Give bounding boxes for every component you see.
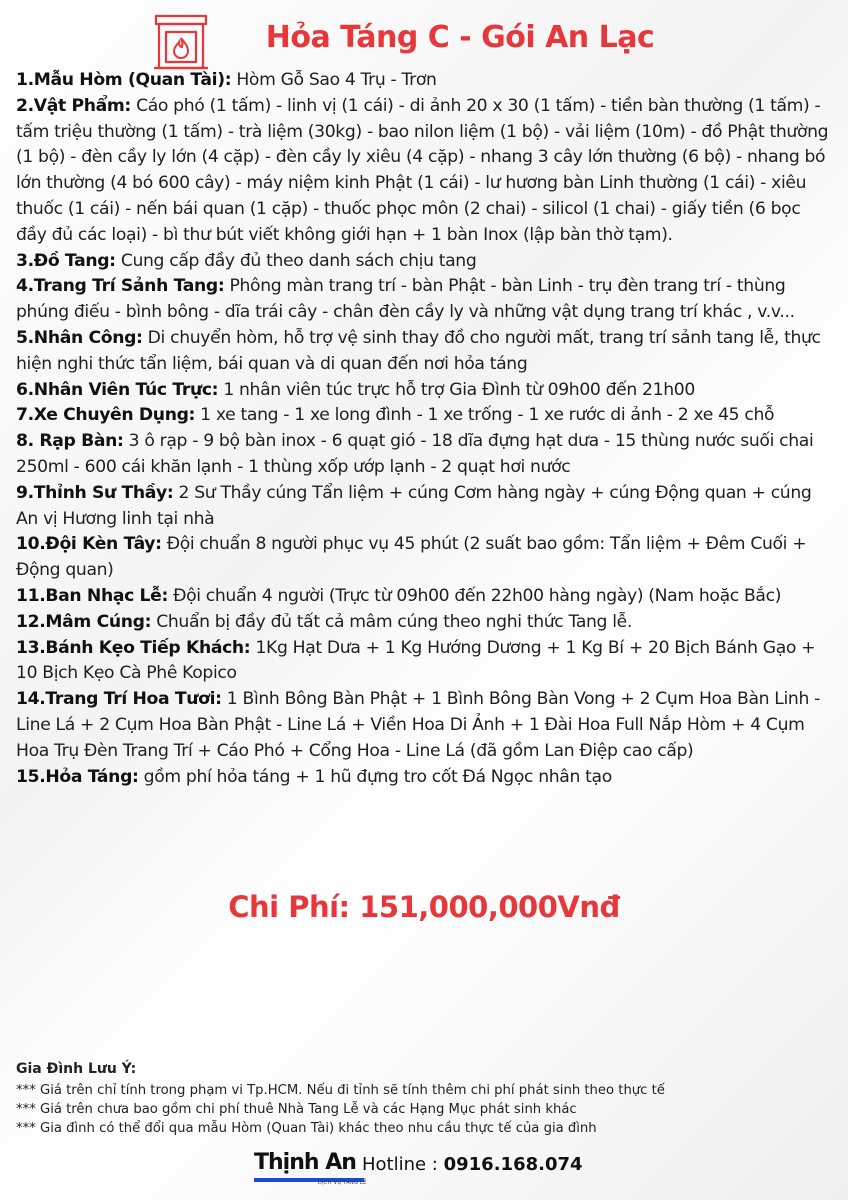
- notes-title: Gia Đình Lưu Ý:: [16, 1061, 137, 1077]
- item-tents-tables: [16, 429, 832, 481]
- item-label: 10.Đội Kèn Tây:: [16, 534, 162, 555]
- item-text: 1 xe tang - 1 xe long đình - 1 xe trống - 1 xe rước di ảnh - 2 xe 45 chỗ: [195, 405, 775, 426]
- hotline-number[interactable]: 0916.168.074: [443, 1154, 583, 1175]
- item-text: Chuẩn bị đầy đủ tất cả mâm cúng theo nghi thức Tang lễ.: [151, 611, 632, 632]
- item-text: 1Kg Hạt Dưa + 1 Kg Hướng Dương + 1 Kg Bí + 20 Bịch Bánh Gạo + 10 Bịch Kẹo Cà Phê Kopico: [16, 637, 816, 684]
- item-label: 9.Thỉnh Sư Thầy:: [16, 482, 174, 503]
- item-ritual-music: [16, 584, 832, 610]
- item-label: 13.Bánh Kẹo Tiếp Khách:: [16, 637, 251, 658]
- item-text: Hòm Gỗ Sao 4 Trụ - Trơn: [231, 70, 437, 90]
- item-label: 1.Mẫu Hòm (Quan Tài):: [16, 70, 232, 90]
- note-line: *** Giá trên chưa bao gồm chi phí thuê Nhà Tang Lễ và các Hạng Mục phát sinh khác: [16, 1102, 577, 1117]
- item-offerings: [16, 610, 832, 636]
- item-text: gồm phí hỏa táng + 1 hũ đựng tro cốt Đá Ngọc nhân tạo: [138, 766, 612, 787]
- item-text: Cung cấp đầy đủ theo danh sách chịu tang: [115, 250, 477, 271]
- item-label: 2.Vật Phẩm:: [16, 95, 131, 116]
- family-notes: [16, 1060, 832, 1138]
- item-monks: [16, 481, 832, 533]
- item-vehicles: [16, 403, 832, 429]
- item-text: Di chuyển hòm, hỗ trợ vệ sinh thay đồ cho người mất, trang trí sảnh tang lễ, thực hiện nghi thức tẩn liệm, bái quan và di quan đến nơi hỏa táng: [16, 327, 821, 374]
- cremation-oven-icon: [150, 14, 212, 70]
- page-title: Hỏa Táng C - Gói An Lạc: [265, 20, 655, 55]
- item-label: 15.Hỏa Táng:: [16, 766, 139, 787]
- item-labor: [16, 326, 832, 378]
- item-coffin: [16, 68, 832, 94]
- item-brass-band: [16, 532, 832, 584]
- footer: [0, 1146, 848, 1190]
- item-text: Đội chuẩn 8 người phục vụ 45 phút (2 suất bao gồm: Tẩn liệm + Đêm Cuối + Động quan): [16, 534, 807, 581]
- brand-logo: Thịnh An: [254, 1150, 356, 1175]
- note-line: *** Giá trên chỉ tính trong phạm vi Tp.HCM. Nếu đi tỉnh sẽ tính thêm chi phí phát sinh theo thực tế: [16, 1083, 665, 1098]
- item-hall-decoration: [16, 274, 832, 326]
- item-label: 4.Trang Trí Sảnh Tang:: [16, 276, 225, 297]
- package-price: Chi Phí: 151,000,000Vnđ: [228, 890, 620, 924]
- item-text: Phông màn trang trí - bàn Phật - bàn Linh - trụ đèn trang trí - thùng phúng điếu - bình bông - dĩa trái cây - chân đèn cầy ly và những vật dụng trang trí khác , v.v...: [16, 276, 795, 323]
- header: [0, 8, 848, 70]
- item-label: 6.Nhân Viên Túc Trực:: [16, 379, 219, 400]
- item-text: 3 ô rạp - 9 bộ bàn inox - 6 quạt gió - 18 dĩa đựng hạt dưa - 15 thùng nước suối chai 250ml - 600 cái khăn lạnh - 1 thùng xốp ướp lạnh - 2 quạt hơi nước: [16, 431, 814, 477]
- hotline-label: Hotline :: [362, 1154, 444, 1175]
- hotline: [362, 1154, 583, 1175]
- item-label: 11.Ban Nhạc Lễ:: [16, 585, 168, 606]
- item-staff-on-duty: [16, 378, 832, 404]
- item-text: 1 nhân viên túc trực hỗ trợ Gia Đình từ 09h00 đến 21h00: [218, 379, 695, 400]
- item-text: Đội chuẩn 4 người (Trực từ 09h00 đến 22h00 hàng ngày) (Nam hoặc Bắc): [168, 585, 782, 606]
- item-label: 7.Xe Chuyên Dụng:: [16, 405, 196, 426]
- item-text: 2 Sư Thầy cúng Tẩn liệm + cúng Cơm hàng ngày + cúng Động quan + cúng An vị Hương linh tại nhà: [16, 482, 812, 529]
- item-label: 12.Mâm Cúng:: [16, 611, 152, 632]
- item-fresh-flowers: [16, 687, 832, 764]
- item-text: 1 Bình Bông Bàn Phật + 1 Bình Bông Bàn Vong + 2 Cụm Hoa Bàn Linh - Line Lá + 2 Cụm Hoa Bàn Phật - Line Lá + Viền Hoa Di Ảnh + 1 Đài Hoa Full Nắp Hòm + 4 Cụm Hoa Trụ Đèn Trang Trí + Cáo Phó + Cổng Hoa - Line Lá (đã gồm Lan Điệp cao cấp): [16, 689, 820, 761]
- item-label: 14.Trang Trí Hoa Tươi:: [16, 689, 222, 710]
- item-label: 5.Nhân Công:: [16, 327, 143, 348]
- item-mourning-clothes: [16, 249, 832, 275]
- item-label: 8. Rạp Bàn:: [16, 431, 124, 452]
- item-label: 3.Đồ Tang:: [16, 250, 116, 271]
- item-text: Cáo phó (1 tấm) - linh vị (1 cái) - di ảnh 20 x 30 (1 tấm) - tiền bàn thường (1 tấm) - tấm triệu thường (1 tấm) - trà liệm (30kg) - bao nilon liệm (1 bộ) - vải liệm (10m) - đồ Phật thường (1 bộ) - đèn cầy ly lớn (4 cặp) - đèn cầy ly xiêu (4 cặp) - nhang 3 cây lớn thường (6 bộ) - nhang bó lớn thường (4 bó 600 cây) - máy niệm kinh Phật (1 cái) - lư hương bàn Linh thường (1 cái) - xiêu thuốc (1 cái) - nến bái quan (1 cặp) - thuốc phọc môn (2 chai) - silicol (1 chai) - giấy tiền (6 bọc đầy đủ các loại) - bì thư bút viết không giới hạn + 1 bàn Inox (lập bàn thờ tạm).: [16, 95, 829, 245]
- item-cremation: [16, 765, 832, 791]
- brand-tagline: DỊCH VỤ TANG LỄ: [318, 1180, 367, 1186]
- item-supplies: [16, 94, 832, 249]
- service-item-list: [16, 68, 832, 790]
- note-line: *** Gia đình có thể đổi qua mẫu Hòm (Quan Tài) khác theo nhu cầu thực tế của gia đình: [16, 1121, 597, 1136]
- item-guest-snacks: [16, 636, 832, 688]
